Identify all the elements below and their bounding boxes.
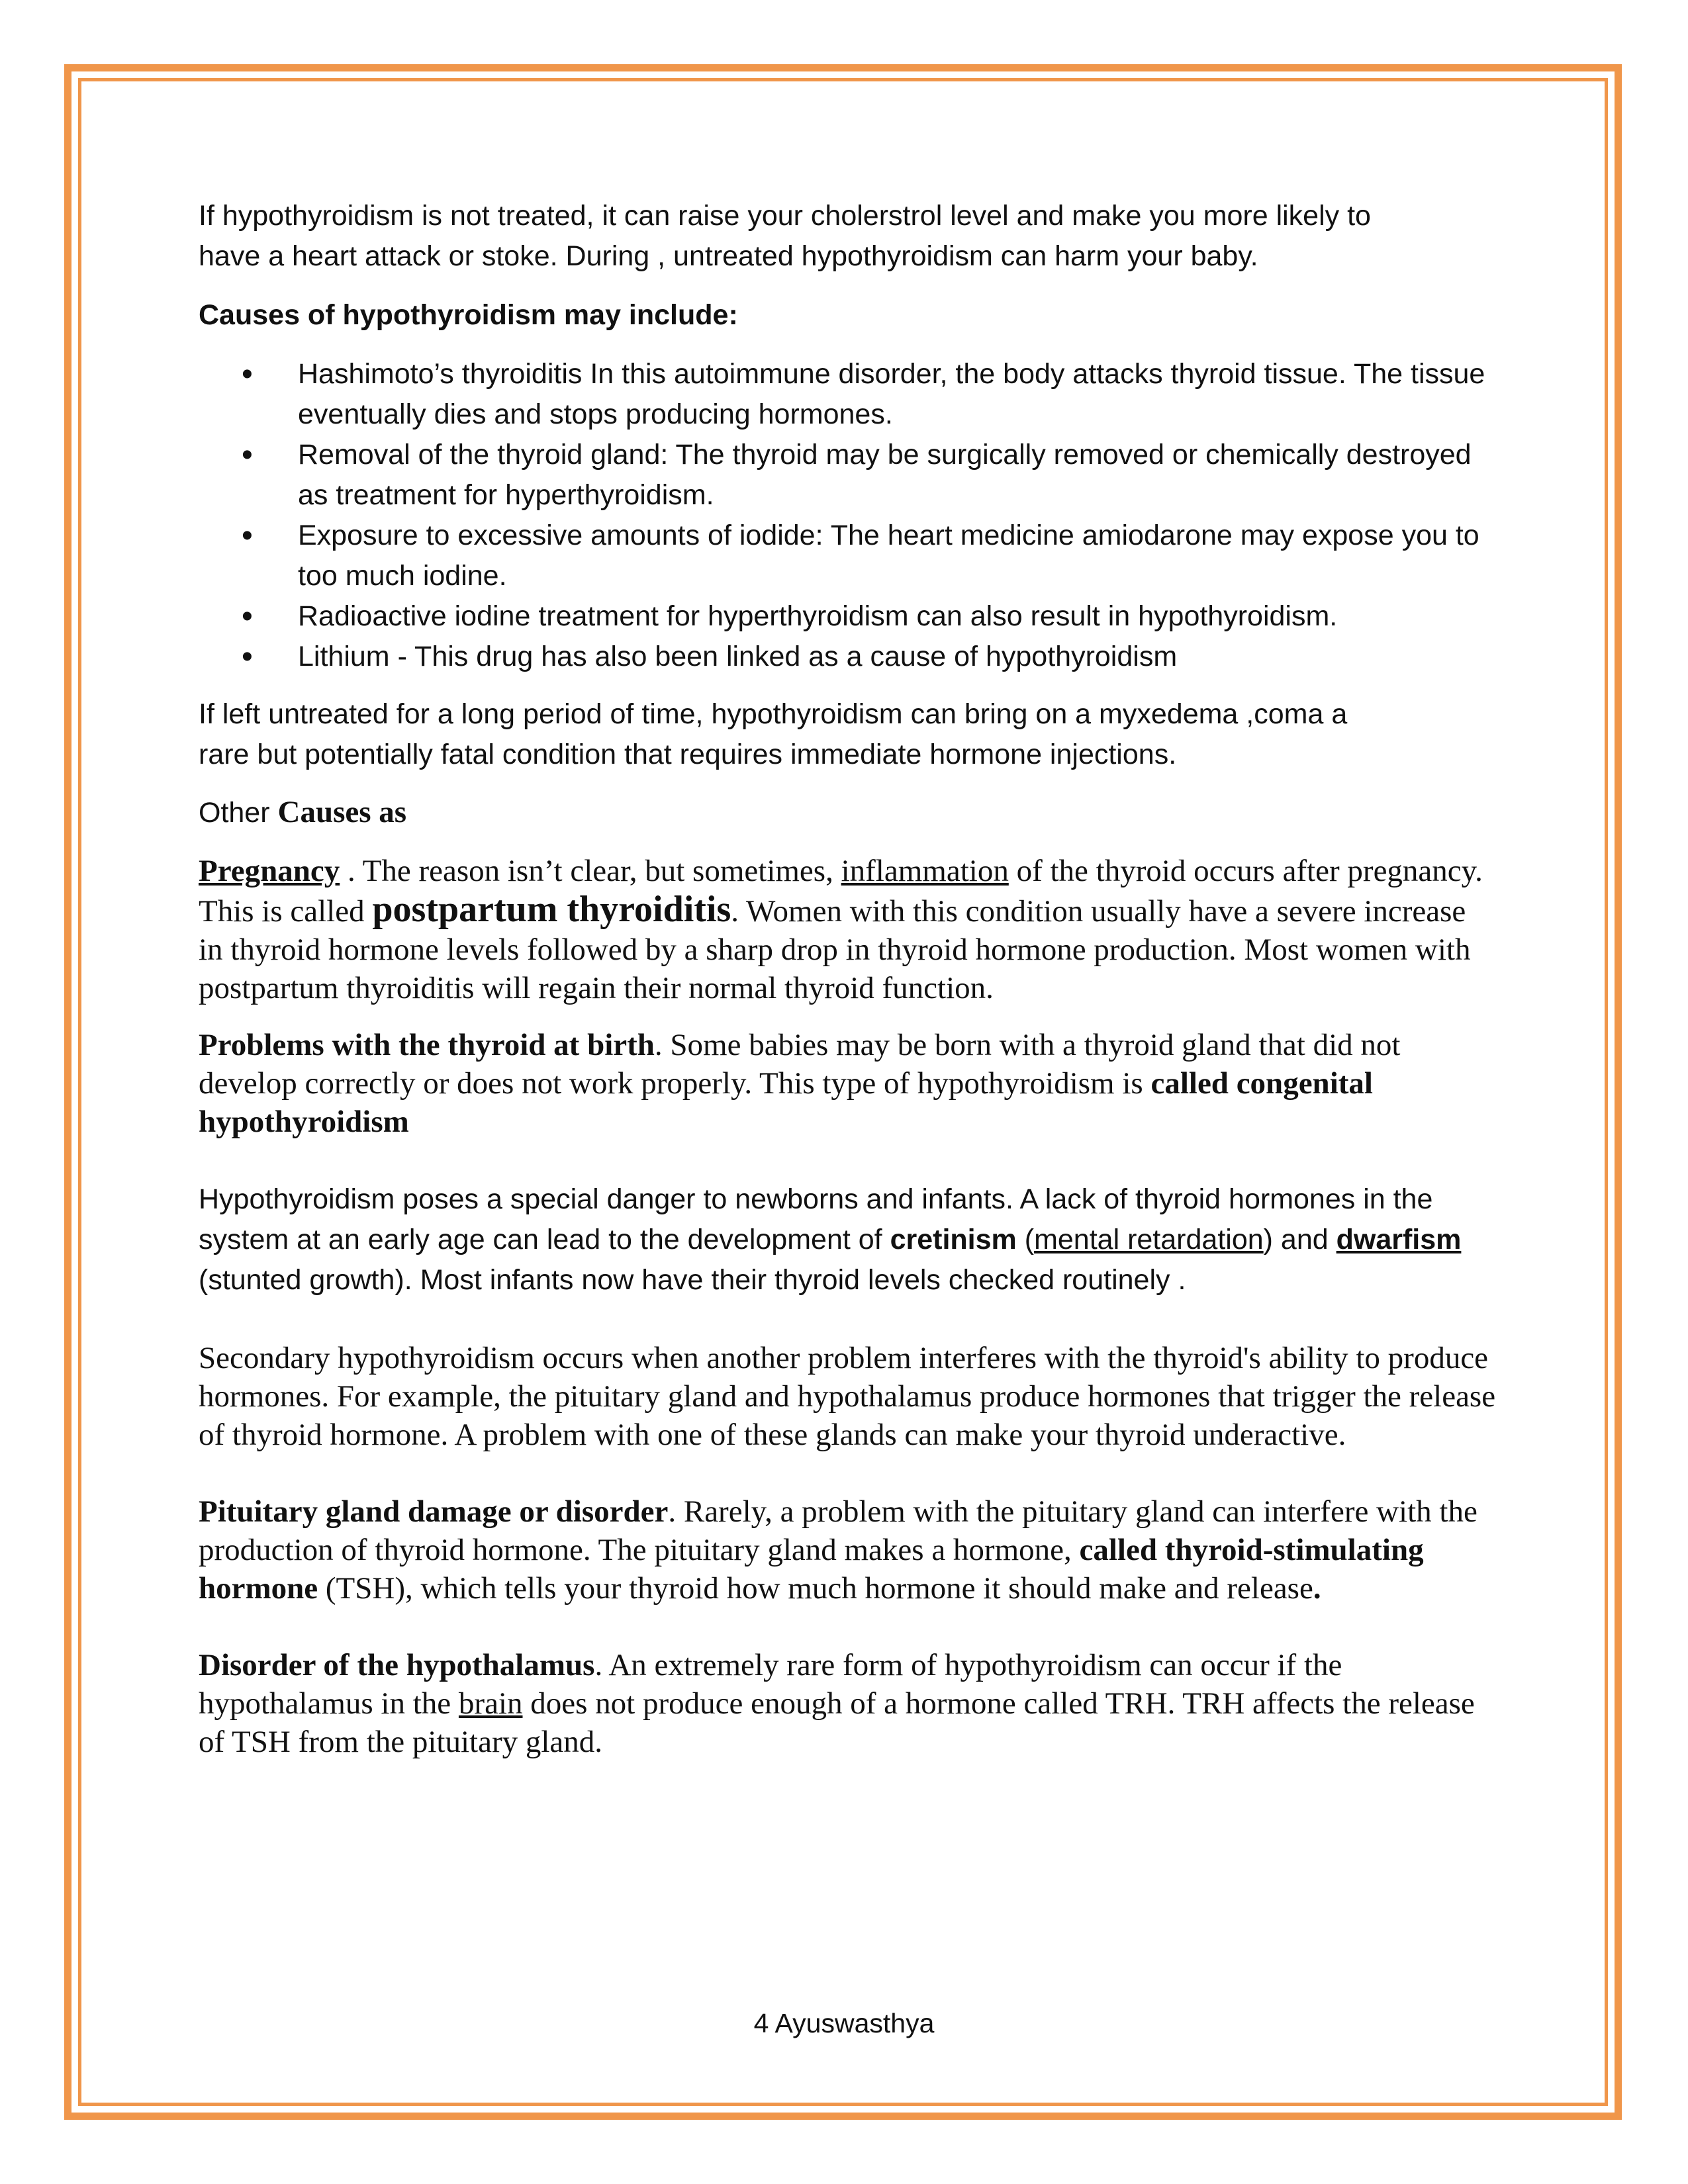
- causes-list: [199, 354, 1496, 677]
- myxedema-line-1: If left untreated for a long period of time, hypothyroidism can bring on a myxedema ,coma a: [199, 698, 1348, 730]
- other-causes-heading: [199, 792, 1496, 833]
- pituitary-title: Pituitary gland damage or disorder: [199, 1494, 669, 1529]
- newborn-text-4: (stunted growth). Most infants now have their thyroid levels checked routinely .: [199, 1264, 1186, 1296]
- causes-heading: Causes of hypothyroidism may include:: [199, 299, 738, 331]
- other-causes-prefix: Other: [199, 797, 278, 829]
- page-footer: 4 Ayuswasthya: [753, 2008, 935, 2038]
- pregnancy-text-1: . The reason isn’t clear, but sometimes,: [340, 854, 841, 888]
- hypothalamus-title: Disorder of the hypothalamus: [199, 1648, 595, 1682]
- hypothalamus-paragraph: [199, 1646, 1496, 1761]
- congenital-term: called congenital hypothyroidism: [199, 1066, 1373, 1139]
- list-item: • Radioactive iodine treatment for hyperthyroidism can also result in hypothyroidism.: [199, 596, 1496, 637]
- list-item: • Exposure to excessive amounts of iodide: The heart medicine amiodarone may expose you to too much iodine.: [199, 516, 1496, 596]
- myxedema-paragraph: [199, 694, 1496, 775]
- intro-paragraph: [199, 196, 1496, 277]
- postpartum-thyroiditis-term: postpartum thyroiditis: [372, 889, 731, 930]
- newborn-text-3: ) and: [1263, 1224, 1336, 1255]
- secondary-paragraph: Secondary hypothyroidism occurs when another problem interferes with the thyroid's ability to produce hormones. For example, the pituitary gland and hypothalamus produce hormones that trigger the release of thyroid hormone. A problem with one of these glands can make your thyroid underactive.: [199, 1341, 1496, 1452]
- dwarfism-link[interactable]: dwarfism: [1336, 1224, 1462, 1255]
- myxedema-line-2: rare but potentially fatal condition that requires immediate hormone injections.: [199, 739, 1177, 770]
- pituitary-end: .: [1313, 1571, 1321, 1606]
- pituitary-text-1: . Rarely, a problem with the pituitary gland can interfere with the production of thyroid hormone. The pituitary gland makes a hormone,: [199, 1494, 1477, 1567]
- hypothalamus-text-2: does not produce enough of a hormone called TRH. TRH affects the release of TSH from the pituitary gland.: [199, 1686, 1475, 1759]
- hypothalamus-text-1: . An extremely rare form of hypothyroidism can occur if the hypothalamus in the: [199, 1648, 1342, 1721]
- pregnancy-text-3: . Women with this condition usually have a severe increase in thyroid hormone levels followed by a sharp drop in thyroid hormone production. Most women with postpartum thyroiditis will regain their normal thyroid function.: [199, 894, 1471, 1005]
- intro-line-1: If hypothyroidism is not treated, it can raise your cholerstrol level and make you more likely to: [199, 200, 1371, 232]
- newborn-paragraph: [199, 1179, 1496, 1300]
- inflammation-link[interactable]: inflammation: [841, 854, 1009, 888]
- birth-paragraph: [199, 1026, 1496, 1141]
- pregnancy-title: Pregnancy: [199, 854, 340, 888]
- intro-line-2: have a heart attack or stoke. During , untreated hypothyroidism can harm your baby.: [199, 240, 1258, 272]
- pituitary-paragraph: [199, 1492, 1496, 1608]
- birth-text-1: . Some babies may be born with a thyroid gland that did not develop correctly or does not work properly. This type of hypothyroidism is: [199, 1028, 1401, 1101]
- other-causes-bold: Causes as: [277, 795, 407, 829]
- pregnancy-text-2: of the thyroid occurs after pregnancy. This is called: [199, 854, 1483, 929]
- brain-link[interactable]: brain: [458, 1686, 523, 1721]
- newborn-text-1: Hypothyroidism poses a special danger to newborns and infants. A lack of thyroid hormones in the system at an early age can lead to the development of: [199, 1183, 1433, 1255]
- tsh-term: called thyroid-stimulating hormone: [199, 1533, 1424, 1606]
- mental-retardation-link[interactable]: mental retardation: [1034, 1224, 1264, 1255]
- list-item: • Lithium - This drug has also been linked as a cause of hypothyroidism: [199, 637, 1496, 677]
- cretinism-term: cretinism: [890, 1224, 1017, 1255]
- list-item: • Hashimoto’s thyroiditis In this autoimmune disorder, the body attacks thyroid tissue. The tissue eventually dies and stops producing hormones.: [199, 354, 1496, 435]
- list-item: • Removal of the thyroid gland: The thyroid may be surgically removed or chemically destroyed as treatment for hyperthyroidism.: [199, 435, 1496, 516]
- pituitary-text-2: (TSH), which tells your thyroid how much hormone it should make and release: [318, 1571, 1313, 1606]
- pregnancy-paragraph: [199, 852, 1496, 1007]
- birth-title: Problems with the thyroid at birth: [199, 1028, 655, 1062]
- document-body: [199, 196, 1496, 1761]
- newborn-text-2: (: [1016, 1224, 1035, 1255]
